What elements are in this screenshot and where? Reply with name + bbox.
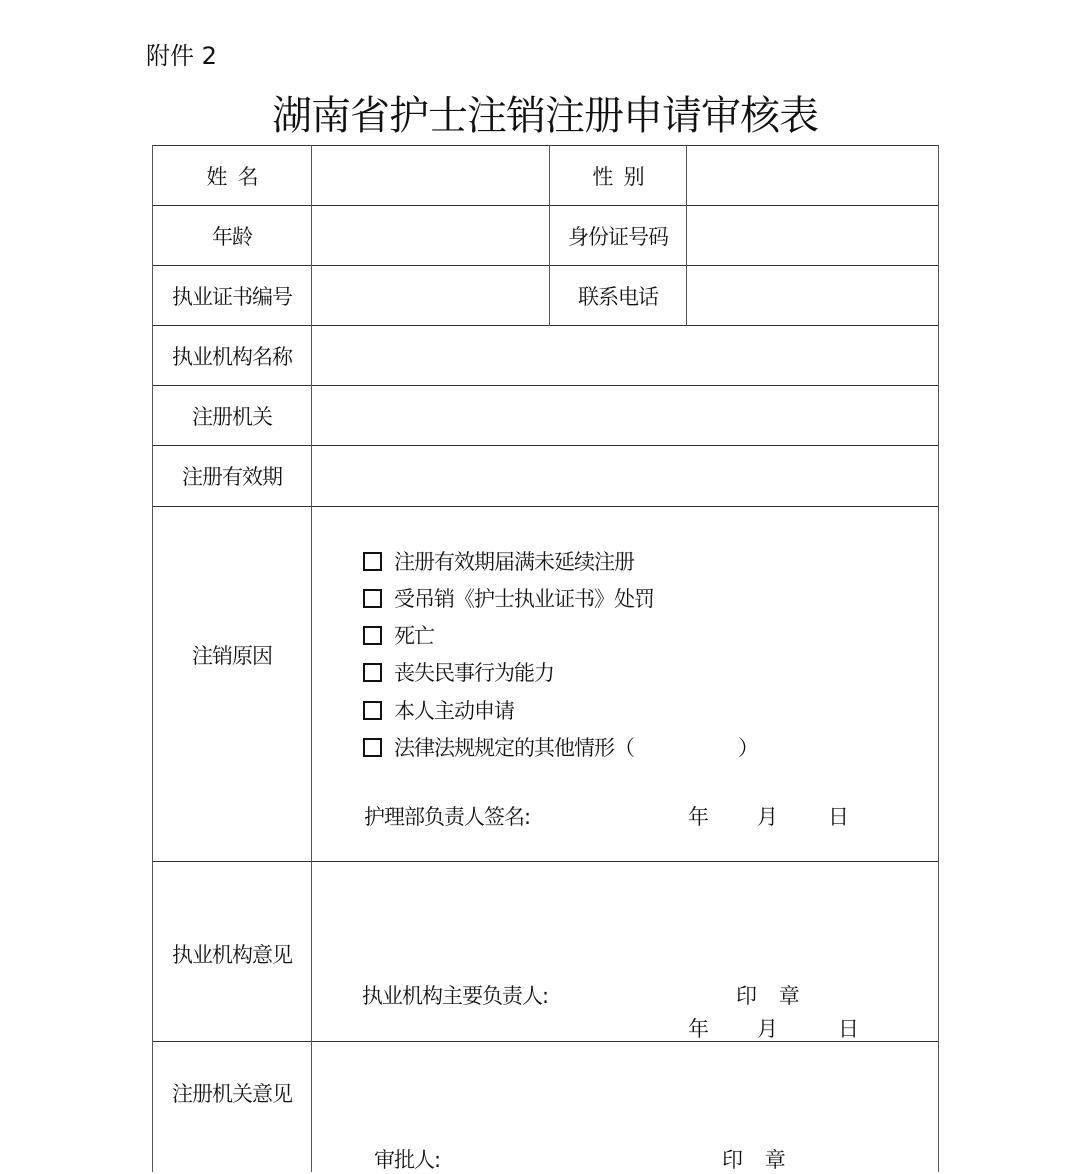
year-label: 年 bbox=[688, 805, 708, 829]
month-label: 月 bbox=[757, 1017, 777, 1041]
label-name: 姓 名 bbox=[206, 164, 258, 189]
id-number-field[interactable] bbox=[687, 206, 938, 265]
reason-label: 本人主动申请 bbox=[394, 699, 514, 723]
approver-label: 审批人: bbox=[374, 1148, 441, 1172]
reason-option[interactable] bbox=[363, 657, 554, 687]
checkbox-icon[interactable] bbox=[363, 738, 382, 757]
label-reason: 注销原因 bbox=[192, 644, 272, 668]
reason-option[interactable] bbox=[363, 695, 514, 725]
reason-label: 注册有效期届满未延续注册 bbox=[394, 550, 634, 574]
checkbox-icon[interactable] bbox=[363, 589, 382, 608]
label-age: 年龄 bbox=[212, 224, 252, 249]
page-title: 湖南省护士注销注册申请审核表 bbox=[272, 93, 818, 139]
reason-option[interactable] bbox=[363, 546, 634, 576]
reason-close-paren: ） bbox=[738, 736, 758, 760]
institution-head-label: 执业机构主要负责人: bbox=[362, 984, 549, 1008]
name-field[interactable] bbox=[312, 146, 549, 205]
phone-field[interactable] bbox=[687, 266, 938, 325]
label-registry-opinion: 注册机关意见 bbox=[172, 1082, 292, 1106]
label-institution-opinion: 执业机构意见 bbox=[172, 943, 292, 967]
reason-label: 法律法规规定的其他情形（ bbox=[394, 736, 634, 760]
label-gender: 性 别 bbox=[592, 164, 644, 189]
registry-field[interactable] bbox=[312, 386, 938, 445]
reason-label: 丧失民事行为能力 bbox=[394, 661, 554, 685]
gender-field[interactable] bbox=[687, 146, 938, 205]
label-cert-number: 执业证书编号 bbox=[172, 284, 292, 309]
nursing-head-signature-label: 护理部负责人签名: bbox=[364, 805, 531, 829]
month-label: 月 bbox=[757, 805, 777, 829]
label-id-number: 身份证号码 bbox=[568, 224, 668, 249]
day-label: 日 bbox=[838, 1017, 858, 1041]
reason-option[interactable] bbox=[363, 732, 634, 762]
institution-field[interactable] bbox=[312, 326, 938, 385]
year-label: 年 bbox=[688, 1017, 708, 1041]
cert-number-field[interactable] bbox=[312, 266, 549, 325]
reason-option[interactable] bbox=[363, 620, 434, 650]
reason-label: 受吊销《护士执业证书》处罚 bbox=[394, 587, 654, 611]
label-phone: 联系电话 bbox=[578, 284, 658, 309]
label-validity: 注册有效期 bbox=[182, 465, 282, 489]
age-field[interactable] bbox=[312, 206, 549, 265]
label-registry: 注册机关 bbox=[192, 404, 272, 429]
checkbox-icon[interactable] bbox=[363, 663, 382, 682]
seal-label: 印 章 bbox=[736, 984, 799, 1008]
checkbox-icon[interactable] bbox=[363, 626, 382, 645]
label-institution: 执业机构名称 bbox=[172, 344, 292, 369]
reason-option[interactable] bbox=[363, 583, 654, 613]
attachment-label: 附件 2 bbox=[146, 42, 217, 70]
day-label: 日 bbox=[828, 805, 848, 829]
checkbox-icon[interactable] bbox=[363, 552, 382, 571]
reason-label: 死亡 bbox=[394, 624, 434, 648]
validity-field[interactable] bbox=[312, 446, 938, 506]
checkbox-icon[interactable] bbox=[363, 701, 382, 720]
seal-label: 印 章 bbox=[722, 1148, 785, 1172]
